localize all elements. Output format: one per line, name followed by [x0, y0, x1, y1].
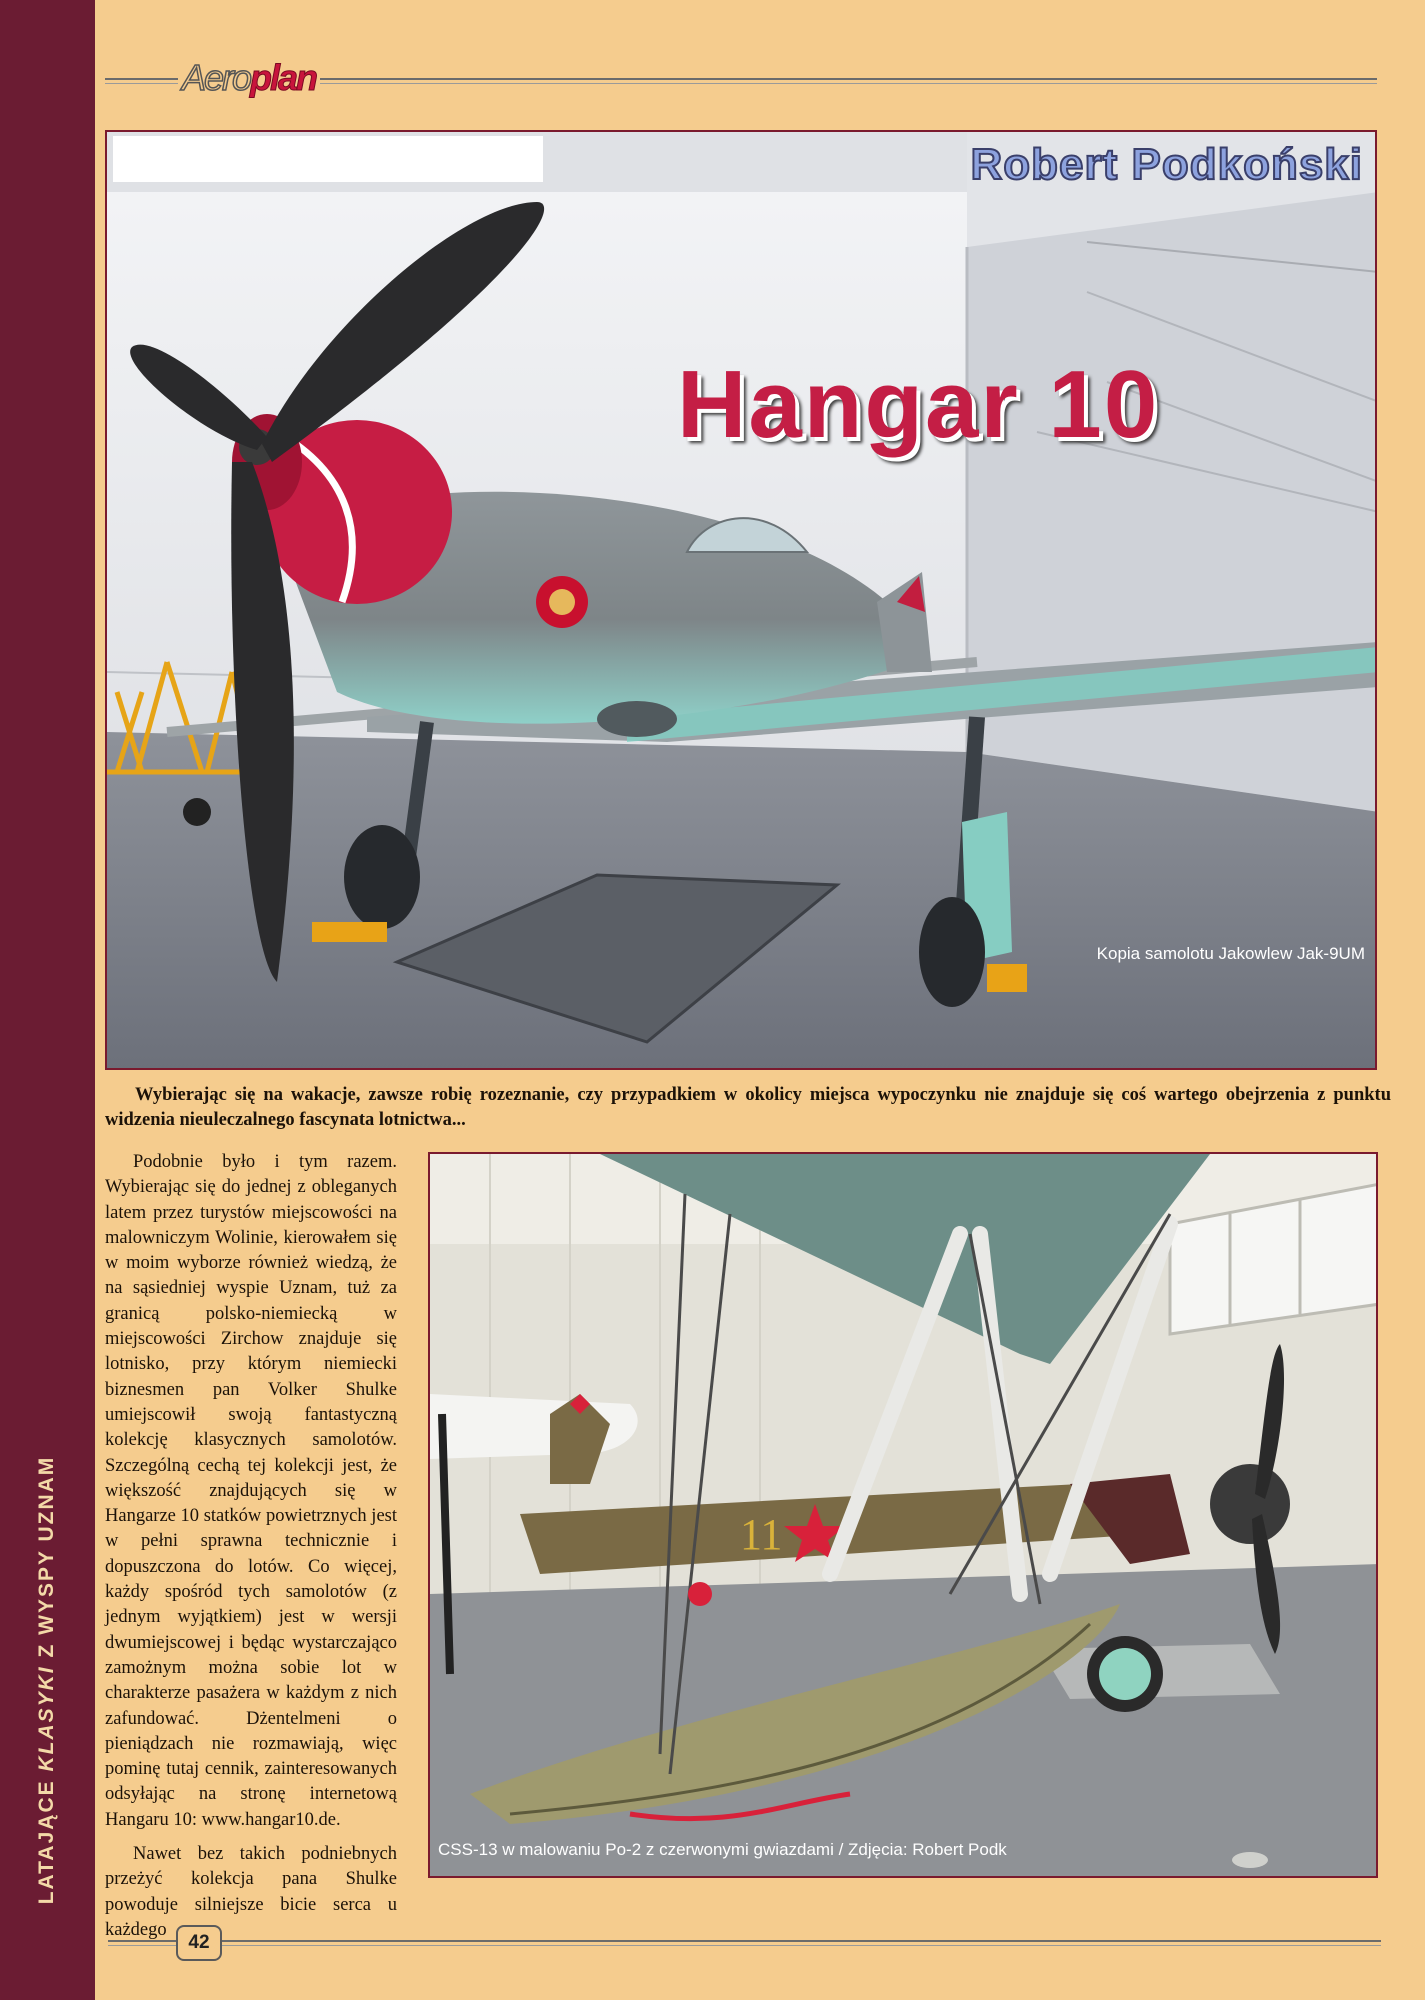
hero-photo [105, 130, 1377, 1070]
footer-rule [108, 1940, 1381, 1946]
magazine-logo: Aeroplan [178, 58, 320, 98]
yak-9um-photo [107, 132, 1377, 1070]
second-photo [428, 1152, 1378, 1878]
article-lead: Wybierając się na wakacje, zawsze robię rozeznanie, czy przypadkiem w okolicy miejsca wypoczynku nie znajduje się coś wartego obejrzenia z punktu widzenia nieuleczalnego fascynata lotnictwa... [105, 1085, 1391, 1130]
article-author: Robert Podkoński [970, 140, 1363, 189]
photo1-caption: Kopia samolotu Jakowlew Jak-9UM [1096, 944, 1365, 963]
body-paragraph: Podobnie było i tym razem. Wybierając się do jednej z obleganych latem przez turystów miejscowości na malowniczym Wolinie, kierowałem się w moim wyborze również wiedzą, że na sąsiedniej wyspie Uznam, tuż za granicą polsko-niemiecką w miejscowości Zirchow znajduje się lotnisko, przy którym niemiecki biznesmen pan Volker Shulke umiejscowił swoją fantastyczną kolekcję klasycznych samolotów. Szczególną cechą tej kolekcji jest, że większość znajdujących się w Hangarze 10 statków powietrznych jest w pełni sprawna technicznie i dopuszczona do lotów. Co więcej, każdy spośród tych samolotów (z jednym wyjątkiem) jest w wersji dwumiejscowej i będąc wystarczająco zamożnym można sobie lot w charakterze pasażera w każdym z nich zafundować. Dżentelmeni o pieniądzach nie rozmawiają, więc pominę tutaj cennik, zainteresowanych odsyłając na stronę internetową Hangaru 10: www.hangar10.de. [105, 1152, 397, 1830]
aircraft-number: 11 [740, 1510, 783, 1559]
photo2-caption: CSS-13 w malowaniu Po-2 z czerwonymi gwiazdami / Zdjęcia: Robert Podk [438, 1840, 1007, 1859]
css-13-biplane-photo [430, 1154, 1378, 1878]
sidebar-section-label: LATAJĄCE KLASYKI Z WYSPY UZNAM [35, 1455, 58, 1905]
article-body [105, 1150, 397, 1952]
page-number: 42 [176, 1925, 222, 1961]
article-title: Hangar 10 [677, 351, 1160, 458]
body-paragraph: Nawet bez takich podniebnych przeżyć kolekcja pana Shulke powoduje silniejsze bicie serca u każdego [105, 1844, 397, 1940]
sidebar-band [0, 0, 95, 2000]
